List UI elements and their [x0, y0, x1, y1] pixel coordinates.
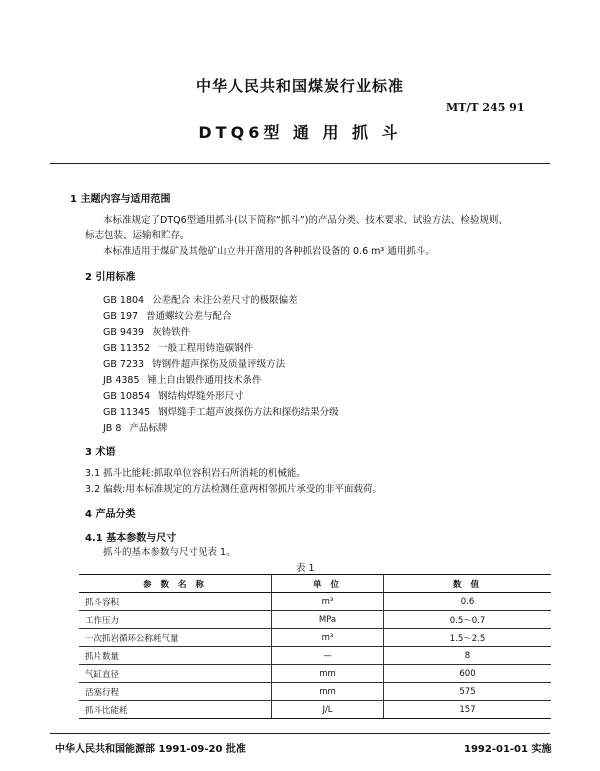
param-unit: —	[272, 647, 384, 665]
reference-item	[103, 292, 298, 306]
table-caption: 表 1	[296, 563, 315, 574]
reference-code: JB 4385	[103, 375, 140, 386]
table-header-row	[79, 575, 551, 593]
table-row	[79, 611, 551, 629]
table-row	[79, 593, 551, 611]
param-name: 气缸直径	[79, 665, 272, 683]
reference-item	[103, 324, 190, 338]
reference-title: 铸钢件超声探伤及质量评级方法	[152, 359, 286, 370]
reference-code: GB 1804	[103, 295, 145, 306]
footer-rule	[50, 733, 550, 734]
reference-code: GB 10854	[103, 391, 151, 402]
reference-title: 一般工程用铸造碳钢件	[158, 343, 254, 354]
param-value: 8	[384, 647, 552, 665]
issuing-body-title: 中华人民共和国煤炭行业标准	[195, 77, 404, 95]
param-name: 抓斗比能耗	[79, 701, 272, 719]
reference-title: 公差配合 未注公差尺寸的极限偏差	[152, 295, 298, 306]
term-3-2: 3.2 偏载:用本标准规定的方法检测任意两相邻抓片承受的非平面载荷。	[85, 484, 382, 495]
implementation-date: 1992-01-01 实施	[464, 744, 552, 755]
reference-item	[103, 340, 253, 354]
param-value: 1.5～2.5	[384, 629, 552, 647]
table-header-cell: 数 值	[384, 575, 552, 593]
table-header-cell: 单 位	[272, 575, 384, 593]
reference-item	[103, 420, 167, 434]
param-name: 抓片数量	[79, 647, 272, 665]
reference-title: 钢焊缝手工超声波探伤方法和探伤结果分级	[158, 407, 339, 418]
standard-code: MT/T 245 91	[446, 101, 525, 114]
reference-item	[103, 356, 285, 370]
reference-item	[103, 372, 262, 386]
param-name: 抓斗容积	[79, 593, 272, 611]
document-title: DTQ6型 通 用 抓 斗	[198, 123, 402, 142]
param-name: 活塞行程	[79, 683, 272, 701]
term-3-1: 3.1 抓斗比能耗:抓取单位容积岩石所消耗的机械能。	[85, 468, 306, 479]
reference-title: 灰铸铁件	[152, 327, 191, 338]
table-row	[79, 701, 551, 719]
reference-code: JB 8	[103, 423, 122, 434]
param-unit: J/L	[272, 701, 384, 719]
reference-code: GB 11345	[103, 407, 151, 418]
param-value: 575	[384, 683, 552, 701]
reference-title: 钢结构焊缝外形尺寸	[158, 391, 244, 402]
parameters-table	[79, 574, 551, 719]
section-3-heading: 3 术语	[85, 447, 116, 458]
reference-item	[103, 388, 244, 402]
param-name: 工作压力	[79, 611, 272, 629]
reference-code: GB 9439	[103, 327, 145, 338]
section-1-heading: 1 主题内容与适用范围	[70, 194, 171, 205]
table-row	[79, 629, 551, 647]
param-unit: MPa	[272, 611, 384, 629]
section-1-paragraph-2: 本标准适用于煤矿及其他矿山立井开凿用的各种抓岩设备的 0.6 m³ 通用抓斗。	[103, 246, 435, 257]
param-unit: m³	[272, 629, 384, 647]
reference-code: GB 197	[103, 311, 139, 322]
section-1-paragraph-1-line-1: 本标准规定了DTQ6型通用抓斗(以下简称“抓斗”)的产品分类、技术要求、试验方法、检验规则、	[103, 215, 508, 226]
reference-code: GB 11352	[103, 343, 151, 354]
reference-code: GB 7233	[103, 359, 145, 370]
header-rule	[50, 163, 550, 164]
param-name: 一次抓岩循环公称耗气量	[79, 629, 272, 647]
param-value: 0.5～0.7	[384, 611, 552, 629]
table-row	[79, 683, 551, 701]
table-row	[79, 665, 551, 683]
param-unit: mm	[272, 683, 384, 701]
param-value: 157	[384, 701, 552, 719]
reference-title: 产品标牌	[129, 423, 168, 434]
reference-item	[103, 404, 339, 418]
section-1-paragraph-1-line-2: 标志包装、运输和贮存。	[85, 230, 190, 241]
section-2-heading: 2 引用标准	[85, 272, 136, 283]
approval-note: 中华人民共和国能源部 1991-09-20 批准	[55, 744, 246, 755]
param-unit: m³	[272, 593, 384, 611]
reference-title: 普通螺纹公差与配合	[146, 311, 232, 322]
param-value: 0.6	[384, 593, 552, 611]
section-4-heading: 4 产品分类	[85, 509, 136, 520]
table-row	[79, 647, 551, 665]
param-value: 600	[384, 665, 552, 683]
subsection-4-1-heading: 4.1 基本参数与尺寸	[85, 533, 177, 544]
param-unit: mm	[272, 665, 384, 683]
reference-title: 锤上自由锻件通用技术条件	[147, 375, 262, 386]
table-header-cell: 参 数 名 称	[79, 575, 272, 593]
reference-item	[103, 308, 232, 322]
subsection-4-1-text: 抓斗的基本参数与尺寸见表 1。	[103, 547, 236, 558]
